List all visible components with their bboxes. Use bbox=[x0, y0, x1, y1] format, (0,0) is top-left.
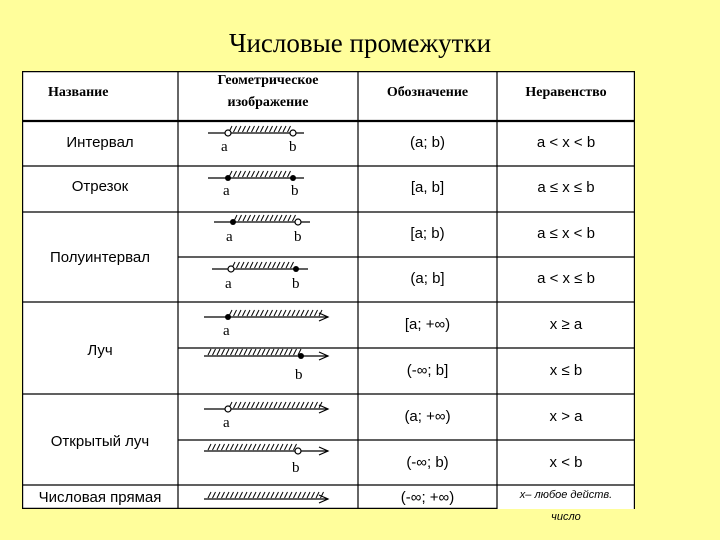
hatch-tick bbox=[246, 262, 249, 268]
name-open-ray: Открытый луч bbox=[50, 433, 150, 450]
hatch-tick bbox=[247, 171, 250, 177]
segment-point-a: a bbox=[223, 183, 230, 199]
hatch-tick bbox=[267, 444, 270, 450]
ray-left-closed-drawing bbox=[198, 348, 348, 388]
hatch-tick bbox=[247, 126, 250, 132]
hatch-tick bbox=[274, 402, 277, 408]
notation-row-5: [a; +∞) bbox=[404, 316, 451, 333]
hatch-tick bbox=[247, 402, 250, 408]
hatch-tick bbox=[298, 492, 301, 498]
hatch-tick bbox=[268, 262, 271, 268]
hatch-tick bbox=[253, 492, 256, 498]
header-notation: Обозначение bbox=[386, 85, 469, 100]
hatch-tick bbox=[277, 262, 280, 268]
hatch-tick bbox=[316, 492, 319, 498]
hatch-tick bbox=[271, 492, 274, 498]
hatch-tick bbox=[255, 262, 258, 268]
hatch-tick bbox=[265, 310, 268, 316]
hatch-tick bbox=[288, 215, 291, 221]
hatch-tick bbox=[301, 402, 304, 408]
ray-right-closed-drawing bbox=[198, 309, 348, 349]
name-ray: Луч bbox=[87, 342, 113, 359]
hatch-tick bbox=[276, 349, 279, 355]
hatch-tick bbox=[222, 444, 225, 450]
hatch-tick bbox=[274, 171, 277, 177]
hatch-tick bbox=[248, 215, 251, 221]
header-inequality: Неравенство bbox=[525, 85, 607, 100]
hatch-tick bbox=[294, 349, 297, 355]
open-ray-1-point-a: a bbox=[223, 415, 230, 431]
hatch-tick bbox=[307, 492, 310, 498]
hatch-tick bbox=[252, 402, 255, 408]
inequality-row-8: x < b bbox=[549, 454, 583, 471]
hatch-tick bbox=[286, 262, 289, 268]
hatch-tick bbox=[265, 126, 268, 132]
name-number-line: Числовая прямая bbox=[38, 489, 162, 506]
hatch-tick bbox=[264, 262, 267, 268]
hatch-tick bbox=[310, 310, 313, 316]
hatch-tick bbox=[256, 126, 259, 132]
intervals-table bbox=[22, 71, 635, 523]
inequality-row-9-line2: число bbox=[551, 511, 581, 523]
hatch-tick bbox=[226, 349, 229, 355]
ray-1-point-a: a bbox=[223, 323, 230, 339]
hatch-tick bbox=[238, 126, 241, 132]
hatch-tick bbox=[275, 215, 278, 221]
hatch-tick bbox=[256, 310, 259, 316]
hatch-tick bbox=[249, 349, 252, 355]
hatch-tick bbox=[238, 402, 241, 408]
hatch-tick bbox=[261, 171, 264, 177]
hatch-tick bbox=[243, 402, 246, 408]
open-ray-right-drawing bbox=[198, 401, 348, 441]
hatch-tick bbox=[234, 310, 237, 316]
hatch-tick bbox=[213, 492, 216, 498]
hatch-tick bbox=[280, 349, 283, 355]
page-title: Числовые промежутки bbox=[228, 28, 492, 58]
header-geometry-line2: изображение bbox=[227, 95, 309, 110]
notation-row-2: [a, b] bbox=[410, 179, 445, 196]
hatch-tick bbox=[252, 215, 255, 221]
hatch-tick bbox=[301, 310, 304, 316]
hatch-tick bbox=[261, 402, 264, 408]
hatch-tick bbox=[239, 215, 242, 221]
hatch-tick bbox=[289, 444, 292, 450]
hatch-tick bbox=[306, 402, 309, 408]
hatch-tick bbox=[240, 444, 243, 450]
notation-row-8: (-∞; b) bbox=[406, 454, 449, 471]
hatch-tick bbox=[315, 310, 318, 316]
hatch-tick bbox=[240, 349, 243, 355]
hatch-tick bbox=[291, 262, 294, 268]
hatch-tick bbox=[274, 126, 277, 132]
hatch-tick bbox=[258, 492, 261, 498]
hatch-tick bbox=[258, 444, 261, 450]
hatch-tick bbox=[262, 349, 265, 355]
hatch-tick bbox=[261, 215, 264, 221]
notation-row-9: (-∞; +∞) bbox=[400, 489, 455, 506]
hatch-tick bbox=[257, 215, 260, 221]
hatch-tick bbox=[271, 349, 274, 355]
name-segment: Отрезок bbox=[71, 178, 129, 195]
hatch-tick bbox=[303, 492, 306, 498]
hatch-tick bbox=[250, 262, 253, 268]
notation-row-3: [a; b) bbox=[410, 225, 445, 242]
hatch-tick bbox=[270, 171, 273, 177]
interval-point-a: a bbox=[221, 139, 228, 155]
hatch-tick bbox=[259, 262, 262, 268]
hatch-tick bbox=[271, 444, 274, 450]
hatch-tick bbox=[244, 492, 247, 498]
hatch-tick bbox=[252, 310, 255, 316]
hatch-tick bbox=[217, 492, 220, 498]
inequality-row-9-line1: x– любое действ. bbox=[519, 489, 613, 501]
hatch-tick bbox=[244, 444, 247, 450]
notation-row-1: (a; b) bbox=[409, 134, 445, 151]
hatch-tick bbox=[231, 492, 234, 498]
hatch-tick bbox=[247, 310, 250, 316]
hatch-tick bbox=[231, 349, 234, 355]
inequality-row-2: a ≤ x ≤ b bbox=[537, 179, 595, 196]
hatch-tick bbox=[280, 492, 283, 498]
half-interval-open-closed-drawing bbox=[198, 261, 338, 301]
hatch-tick bbox=[238, 171, 241, 177]
interval-drawing bbox=[198, 125, 338, 165]
hatch-tick bbox=[294, 492, 297, 498]
hatch-tick bbox=[249, 444, 252, 450]
hatch-tick bbox=[208, 349, 211, 355]
hatch-tick bbox=[252, 126, 255, 132]
hatch-tick bbox=[261, 126, 264, 132]
hatch-tick bbox=[208, 444, 211, 450]
hatch-tick bbox=[283, 402, 286, 408]
hatch-tick bbox=[270, 402, 273, 408]
hatch-tick bbox=[283, 171, 286, 177]
hatch-tick bbox=[292, 310, 295, 316]
hatch-tick bbox=[276, 492, 279, 498]
name-half-interval: Полуинтервал bbox=[50, 249, 150, 266]
inequality-row-5: x ≥ a bbox=[549, 316, 583, 333]
hatch-tick bbox=[274, 310, 277, 316]
hatch-tick bbox=[280, 444, 283, 450]
hatch-tick bbox=[282, 262, 285, 268]
hatch-tick bbox=[217, 349, 220, 355]
name-interval: Интервал bbox=[66, 134, 134, 151]
hatch-tick bbox=[241, 262, 244, 268]
hatch-tick bbox=[270, 215, 273, 221]
hatch-tick bbox=[249, 492, 252, 498]
hatch-tick bbox=[213, 444, 216, 450]
hatch-tick bbox=[288, 171, 291, 177]
hatch-tick bbox=[235, 349, 238, 355]
hatch-tick bbox=[208, 492, 211, 498]
hatch-tick bbox=[243, 171, 246, 177]
hatch-tick bbox=[279, 402, 282, 408]
half-interval-1-point-b: b bbox=[294, 229, 302, 245]
hatch-tick bbox=[289, 349, 292, 355]
hatch-tick bbox=[243, 126, 246, 132]
segment-point-b: b bbox=[291, 183, 299, 199]
half-interval-2-point-a: a bbox=[225, 276, 232, 292]
hatch-tick bbox=[284, 215, 287, 221]
hatch-tick bbox=[270, 310, 273, 316]
hatch-tick bbox=[222, 349, 225, 355]
half-interval-2-point-b: b bbox=[292, 276, 300, 292]
hatch-tick bbox=[265, 402, 268, 408]
inequality-row-3: a ≤ x < b bbox=[537, 225, 595, 242]
notation-row-7: (a; +∞) bbox=[404, 408, 451, 425]
hatch-tick bbox=[283, 310, 286, 316]
hatch-tick bbox=[262, 492, 265, 498]
hatch-tick bbox=[273, 262, 276, 268]
notation-row-6: (-∞; b] bbox=[406, 362, 449, 379]
inequality-row-4: a < x ≤ b bbox=[537, 270, 595, 287]
number-line-drawing bbox=[198, 491, 348, 507]
open-ray-left-drawing bbox=[198, 443, 348, 483]
hatch-tick bbox=[279, 215, 282, 221]
segment-drawing bbox=[198, 170, 338, 210]
header-name: Название bbox=[48, 85, 109, 100]
hatch-tick bbox=[243, 310, 246, 316]
hatch-tick bbox=[234, 171, 237, 177]
header-geometry-line1: Геометрическое bbox=[217, 73, 319, 88]
inequality-row-7: x > a bbox=[549, 408, 583, 425]
hatch-tick bbox=[213, 349, 216, 355]
hatch-tick bbox=[261, 310, 264, 316]
hatch-tick bbox=[288, 402, 291, 408]
hatch-tick bbox=[237, 262, 240, 268]
hatch-tick bbox=[253, 444, 256, 450]
hatch-tick bbox=[226, 492, 229, 498]
hatch-tick bbox=[267, 492, 270, 498]
hatch-tick bbox=[231, 444, 234, 450]
hatch-tick bbox=[310, 402, 313, 408]
notation-row-4: (a; b] bbox=[410, 270, 445, 287]
hatch-tick bbox=[238, 310, 241, 316]
ray-2-point-b: b bbox=[295, 367, 303, 383]
hatch-tick bbox=[289, 492, 292, 498]
hatch-tick bbox=[243, 215, 246, 221]
hatch-tick bbox=[266, 215, 269, 221]
hatch-tick bbox=[258, 349, 261, 355]
hatch-tick bbox=[292, 402, 295, 408]
hatch-tick bbox=[226, 444, 229, 450]
hatch-tick bbox=[285, 492, 288, 498]
hatch-tick bbox=[279, 171, 282, 177]
hatch-tick bbox=[253, 349, 256, 355]
hatch-tick bbox=[315, 402, 318, 408]
half-interval-1-point-a: a bbox=[226, 229, 233, 245]
hatch-tick bbox=[297, 310, 300, 316]
hatch-tick bbox=[234, 126, 237, 132]
hatch-tick bbox=[217, 444, 220, 450]
inequality-row-6: x ≤ b bbox=[549, 362, 583, 379]
open-ray-2-point-b: b bbox=[292, 460, 300, 476]
hatch-tick bbox=[265, 171, 268, 177]
hatch-tick bbox=[240, 492, 243, 498]
hatch-tick bbox=[285, 444, 288, 450]
hatch-tick bbox=[256, 171, 259, 177]
hatch-tick bbox=[288, 310, 291, 316]
hatch-tick bbox=[235, 492, 238, 498]
hatch-tick bbox=[262, 444, 265, 450]
hatch-tick bbox=[235, 444, 238, 450]
hatch-tick bbox=[222, 492, 225, 498]
hatch-tick bbox=[297, 402, 300, 408]
hatch-tick bbox=[312, 492, 315, 498]
hatch-tick bbox=[252, 171, 255, 177]
hatch-tick bbox=[234, 402, 237, 408]
hatch-tick bbox=[267, 349, 270, 355]
hatch-tick bbox=[276, 444, 279, 450]
inequality-row-1: a < x < b bbox=[536, 134, 596, 151]
half-interval-closed-open-drawing bbox=[198, 214, 338, 254]
hatch-tick bbox=[270, 126, 273, 132]
hatch-tick bbox=[256, 402, 259, 408]
interval-point-b: b bbox=[289, 139, 297, 155]
hatch-tick bbox=[279, 310, 282, 316]
hatch-tick bbox=[285, 349, 288, 355]
hatch-tick bbox=[283, 126, 286, 132]
hatch-tick bbox=[306, 310, 309, 316]
hatch-tick bbox=[279, 126, 282, 132]
hatch-tick bbox=[244, 349, 247, 355]
